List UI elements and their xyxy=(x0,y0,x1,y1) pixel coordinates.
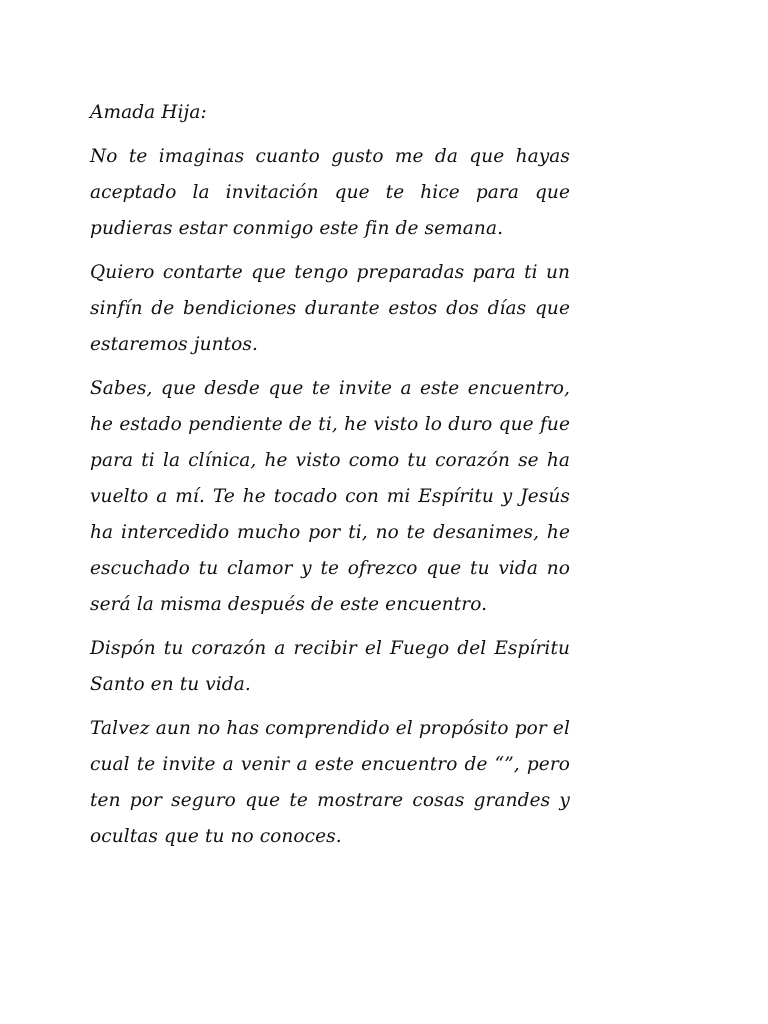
letter-paragraph-1: No te imaginas cuanto gusto me da que hayas aceptado la invitación que te hice para que pudieras estar conmigo este fin de semana. xyxy=(90,146,570,239)
letter-paragraph-3: Sabes, que desde que te invite a este encuentro, he estado pendiente de ti, he visto lo duro que fue para ti la clínica, he visto como tu corazón se ha vuelto a mí. Te he tocado con mi Espíritu y Jesús ha intercedido mucho por ti, no te desanimes, he escuchado tu clamor y te ofrezco que tu vida no será la misma después de este encuentro. xyxy=(90,378,570,615)
letter-paragraph-2: Quiero contarte que tengo preparadas para ti un sinfín de bendiciones durante estos dos días que estaremos juntos. xyxy=(90,262,570,355)
letter-paragraph-5: Talvez aun no has comprendido el propósito por el cual te invite a venir a este encuentro de “”, pero ten por seguro que te mostrare cosas grandes y ocultas que tu no conoces. xyxy=(90,718,570,847)
letter-greeting: Amada Hija: xyxy=(90,102,207,123)
letter-paragraph-4: Dispón tu corazón a recibir el Fuego del Espíritu Santo en tu vida. xyxy=(90,638,570,695)
